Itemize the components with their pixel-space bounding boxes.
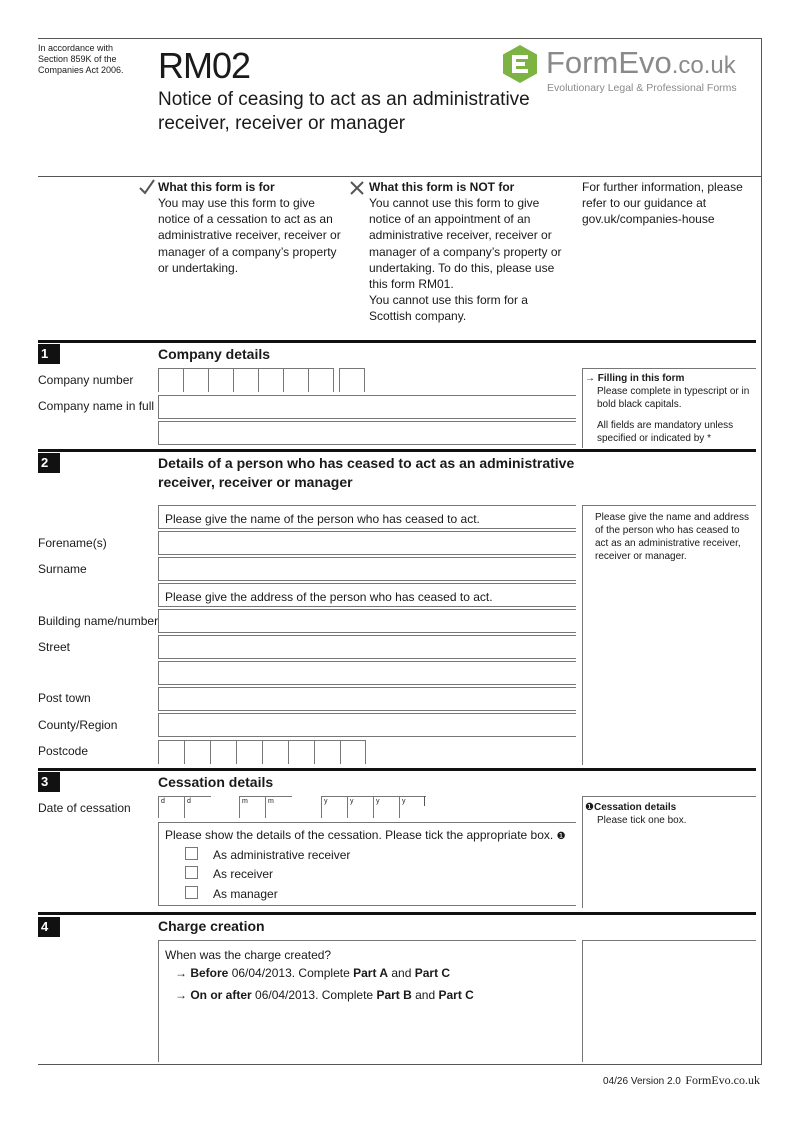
note-marker-icon: ❶ xyxy=(585,802,594,813)
section-number: 2 xyxy=(38,453,60,473)
not-for-heading: What this form is NOT for xyxy=(369,180,515,194)
checkbox-receiver[interactable] xyxy=(185,866,198,879)
name-prompt-box xyxy=(158,505,576,529)
cessation-options-box xyxy=(158,822,576,906)
company-name-input-line1[interactable] xyxy=(158,395,576,419)
arrow-right-icon: → xyxy=(175,966,191,980)
charge-creation-box xyxy=(158,940,576,1062)
forename-label: Forename(s) xyxy=(38,536,107,550)
charge-option-on-or-after: → On or after 06/04/2013. Complete Part B and Part C xyxy=(175,988,474,1002)
street-input-line2[interactable] xyxy=(158,661,576,685)
person-details-note xyxy=(582,505,756,765)
form-code: RM02 xyxy=(158,45,251,86)
checkbox-administrative-receiver[interactable] xyxy=(185,847,198,860)
section-title: Company details xyxy=(158,346,271,362)
section-title: Cessation details xyxy=(158,774,274,790)
option-receiver: As receiver xyxy=(213,867,274,881)
post-town-label: Post town xyxy=(38,691,91,705)
date-box[interactable]: y xyxy=(399,796,426,818)
cross-icon xyxy=(349,180,365,196)
section-title: Charge creation xyxy=(158,918,265,934)
cessation-side-heading: Cessation details xyxy=(593,802,677,813)
company-number-input[interactable] xyxy=(158,368,366,392)
street-label: Street xyxy=(38,640,71,654)
section-title: Details of a person who has ceased to act as an administrative receiver, receiver or manager xyxy=(158,455,575,490)
formevo-logo xyxy=(500,44,760,100)
surname-label: Surname xyxy=(38,562,87,576)
filling-text1: Please complete in typescript or in bold black capitals. xyxy=(597,386,750,410)
logo-name-main: FormEvo xyxy=(546,45,672,80)
formevo-logo-icon xyxy=(500,44,540,84)
cessation-details-note xyxy=(582,796,756,908)
date-box[interactable]: d xyxy=(184,796,211,818)
filling-text2: All fields are mandatory unless specified or indicated by * xyxy=(597,420,734,444)
date-box[interactable]: y xyxy=(321,796,348,818)
filling-heading: Filling in this form xyxy=(597,373,685,384)
postcode-label: Postcode xyxy=(38,744,89,758)
date-box[interactable]: y xyxy=(347,796,374,818)
note-marker-icon: ❶ xyxy=(556,831,566,842)
company-name-input-line2[interactable] xyxy=(158,421,576,445)
postcode-input[interactable] xyxy=(158,740,366,764)
date-of-cessation-input[interactable] xyxy=(158,796,428,818)
logo-tagline: Evolutionary Legal & Professional Forms xyxy=(547,82,737,94)
date-box[interactable]: y xyxy=(373,796,400,818)
footer-version: 04/26 Version 2.0 xyxy=(603,1076,681,1087)
address-prompt-box xyxy=(158,583,576,607)
arrow-right-icon: → xyxy=(175,988,191,1002)
option-manager: As manager xyxy=(213,887,278,901)
cessation-side-text: Please tick one box. xyxy=(597,815,687,826)
for-text: You may use this form to give notice of a cessation to act as an administrative receiver, receiver or manager of a company’s property or undertaking. xyxy=(158,196,341,275)
checkbox-manager[interactable] xyxy=(185,886,198,899)
company-name-label: Company name in full xyxy=(38,399,155,413)
option-administrative-receiver: As administrative receiver xyxy=(213,848,351,862)
date-of-cessation-label: Date of cessation xyxy=(38,801,131,815)
date-box[interactable]: d xyxy=(158,796,185,818)
address-prompt: Please give the address of the person who has ceased to act. xyxy=(165,590,493,604)
charge-option-before: → Before 06/04/2013. Complete Part A and Part C xyxy=(175,966,451,980)
not-for-text: You cannot use this form to give notice of an appointment of an administrative receiver, receiver or manager of a company’s property or undertaking. To do this, please use this form RM01. You cannot use this form for a Scottish company. xyxy=(369,196,562,324)
filling-in-form-note xyxy=(582,368,756,448)
further-info-text: For further information, please refer to our guidance at gov.uk/companies-house xyxy=(582,180,743,227)
person-details-text: Please give the name and address of the person who has ceased to act as an administrative receiver, receiver or manager. xyxy=(595,512,749,562)
forename-input[interactable] xyxy=(158,531,576,555)
arrow-right-icon: → xyxy=(585,373,598,384)
building-label: Building name/number xyxy=(38,614,159,628)
date-box[interactable]: m xyxy=(265,796,292,818)
charge-side-box xyxy=(582,940,756,1062)
charge-question: When was the charge created? xyxy=(165,948,332,962)
county-label: County/Region xyxy=(38,718,118,732)
name-prompt: Please give the name of the person who has ceased to act. xyxy=(165,512,480,526)
cessation-prompt: Please show the details of the cessation. Please tick the appropriate box. xyxy=(165,828,554,842)
company-number-label: Company number xyxy=(38,373,134,387)
section-number: 1 xyxy=(38,344,60,364)
post-town-input[interactable] xyxy=(158,687,576,711)
surname-input[interactable] xyxy=(158,557,576,581)
form-title: Notice of ceasing to act as an administrative receiver, receiver or manager xyxy=(158,89,530,134)
logo-name-suffix: .co.uk xyxy=(671,52,736,79)
footer-site: FormEvo.co.uk xyxy=(685,1073,760,1087)
section-number: 4 xyxy=(38,917,60,937)
date-box[interactable]: m xyxy=(239,796,266,818)
checkmark-icon xyxy=(138,178,156,196)
footer xyxy=(603,1071,760,1089)
section-number: 3 xyxy=(38,772,60,792)
street-input-line1[interactable] xyxy=(158,635,576,659)
county-input[interactable] xyxy=(158,713,576,737)
for-heading: What this form is for xyxy=(158,180,275,194)
legal-note: In accordance with Section 859K of the Companies Act 2006. xyxy=(38,43,124,75)
building-input[interactable] xyxy=(158,609,576,633)
